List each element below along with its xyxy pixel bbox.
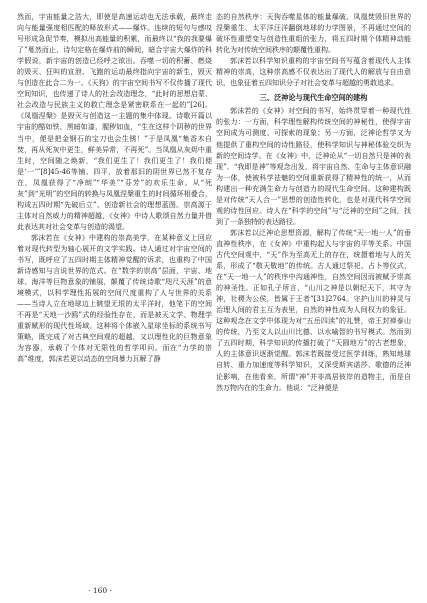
right-text-column xyxy=(216,12,411,580)
section-heading: 三、泛神论与现代生命空间的建构 xyxy=(259,93,368,103)
left-text-column xyxy=(17,12,212,580)
body-paragraph: 然而，宇宙能量之浩大，即使是高速运动也无法承载，最终走向与能量强度相匹配的释放形式——爆炸。连续的短句与感叹号形成急促节奏，模拟出高能量的积累，而最终以“我的我要爆了”戛然而止，诗句定格在爆炸前的瞬间，暗合宇宙大爆炸的科学假说，新宇宙的创造已经呼之欲出。吞噬一切的积蓄、燃烧的毁灭、狂叫的宣泄、飞跑的运动最终指向宇宙的新生，毁灭与创造在此合二为一。《天狗》的宇宙空间书写不仅传播了现代空间知识，也传递了诗人的社会改造理念，“此时的思想启蒙、社会改造与民族主义的救亡理念是紧密联系在一起的”[26]。《凤凰涅槃》是毁灭与创造这一主题的集中体现。诗歌开篇以宇宙的酷如铁、黑暗如漆，腥秽如血，“生在这样个阴秽的世界当中，便是把金钢石的宝刀也会生锈！”于是凤凰“集香木自焚，再从死灰中更生，鲜美异常，不再死”。当凤凰从灰烬中重生时，空间随之焕新，“我们更生了！我们更生了！我们便是‘一’”[8]45-46等铺、四平，放着那旧的阴世界已然不复存在，凤凰获得了“净朗”“华美”“芬芳”的欢乐生命。从“死灰”到“光明”的空间的转换与凤凰涅槃重生的时间循环相叠合，构成五四时期“先破后立”、创造新社会的理想蓝图。崇高源于主体对自然威力的精神超越，《女神》中诗人歌颂自然力量并借此表达其对社会变革与创造的渴望。 xyxy=(17,13,212,231)
body-paragraph: 郭沫若的《女神》对空间的书写，始终贯穿着一种现代性的张力：一方面，科学理性解构传统空间的神秘性，使得宇宙空间成为可测度、可探索的现象；另一方面，泛神论哲学又为他提供了重构空间的诗性路径，使科学知识与神秘体验交织为新的空间诗学。在《女神》中，泛神论从“一切自然只是神的表现”、“我即是神”等观念出发，将宇宙自然、生命与主体意识融为一体，使被科学祛魅的空间重新获得了精神性的统一，从而构建出一种充满生命力与创造力的现代生命空间。这种建构既是对传统“天人合一”思想的创造性转化，也是对现代科学空间观的诗性回应。诗人在“科学的空间”与“泛神的空间”之间，找到了一条独特的表达路径。 xyxy=(216,107,411,226)
page-number: · 160 · xyxy=(88,586,112,595)
body-paragraph: 郭沫若以泛神论思想资源，解构了传统“天一地一人”的垂直神性秩序，在《女神》中重构起人与宇宙的平等关系。中国古代空间观中，“天”作为至高无上的存在，统摄着地与人的关系，形成了“敬天敬地”的传统。古人通过祭祀、占卜等仪式，在“天一地一人”的秩序中沟通神性，自然空间因而被赋予崇高的神圣性。正如孔子所言，“山川之神是以朝纪天下，其守为神，社稷为公侯，皆属于王者”[31]2764。守护山川的神灵与治理人间的君主互为表里，自然的神性成为人间权力的象征。这种观念在文学中体现为对“五岳四渎”的礼赞，帝王封禅泰山的传统，乃至文人以山川比德、以水喻智的书写模式。然而到了五四时期，科学知识的传播打破了“天圆地方”的古老想象，人的主体意识逐渐觉醒。郭沫若既接受过医学训练，熟知地球自转、重力加速度等科学知识，又深受斯宾诺莎、歌德的泛神论影响，在他看来，所谓“神”并非高居彼岸的造物主，而是自然万物内在的生命力。他说：“泛神便是 xyxy=(216,228,411,392)
body-paragraph: 郭沫若在《女神》中建构的崇高美学，在某种意义上回应着对现代转型为轴心展开的文学实践。诗人通过对宇宙空间的书写，既呼应了五四时期主体精神觉醒的诉求，也重构了中国新诗感知与言说世界的范式。在“数学的崇高”层面，宇宙、地球、海洋等巨物意象的铺展，颠覆了传统诗歌“咫尺天涯”的意境模式，以科学理性拓展的空间尺度重构了人与世界的关系——当诗人立在地球边上眺望无垠的太平洋时，他笔下的空间不再是“天地一沙鸥”式的经验性存在，而是被天文学、物理学重新赋形的现代性场域。这种将个体嵌入星球坐标的系统书写策略，既完成了对古典空间观的超越，又以理性化的巨物意象为容器，承载了个体对无限性的哲学叩问。而在“力学的崇高”维度，郭沫若更以动态的空间暴力瓦解了静 xyxy=(17,233,212,364)
body-paragraph: 郭沫若以科学知识重构的宇宙空间书写蕴含着现代人主体精神的崇高，这种崇高感不仅表达出了现代人的解放与自由意识，也象征着五四知识分子对社会变革与超越的勇敢追求。 xyxy=(216,57,411,88)
body-paragraph: 态的自然秩序：天狗吞噬星体的能量爆破、凤凰焚毁旧世界的涅槃重生、太平洋汪洋翻倒地球的力学图景，不再通过空间的破坏性重塑变与创造性重组的张力，将五四时期个体精神动能转化为对传统空间秩序的颠覆性重构。 xyxy=(216,13,411,55)
